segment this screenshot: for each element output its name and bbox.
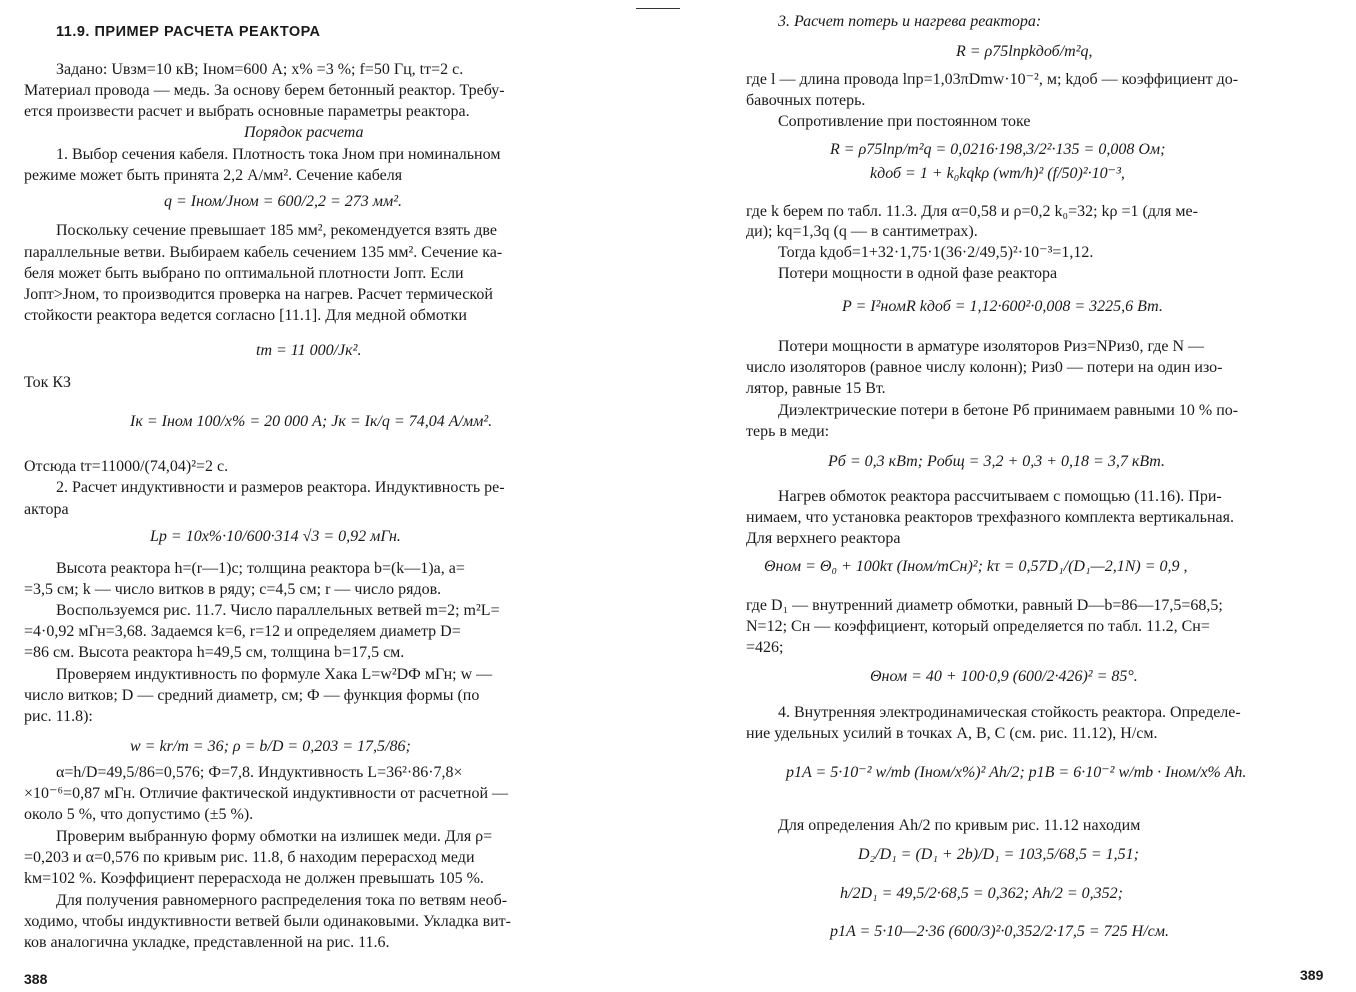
- text-line: Диэлектрические потери в бетоне Pб принимаем равными 10 % по-: [778, 402, 1239, 419]
- text-line: ние удельных усилий в точках A, B, C (см. рис. 11.12), Н/см.: [746, 725, 1158, 742]
- text-line: терь в меди:: [746, 423, 830, 440]
- text-line: Нагрев обмоток реактора рассчитываем с помощью (11.16). При-: [778, 488, 1222, 505]
- text-line: ется произвести расчет и выбрать основные параметры реактора.: [24, 103, 470, 120]
- section-heading: 11.9. ПРИМЕР РАСЧЕТА РЕАКТОРА: [56, 24, 321, 40]
- text-line: Поскольку сечение превышает 185 мм², рекомендуется взять две: [56, 222, 497, 239]
- text-line: ходимо, чтобы индуктивности ветвей были одинаковыми. Укладка вит-: [24, 913, 511, 930]
- formula: q = Iном/Jном = 600/2,2 = 273 мм².: [164, 193, 403, 210]
- text-line: 2. Расчет индуктивности и размеров реактора. Индуктивность ре-: [56, 479, 505, 496]
- subheading: 3. Расчет потерь и нагрева реактора:: [778, 13, 1042, 30]
- text-line: Потери мощности в арматуре изоляторов Pиз=NPиз0, где N —: [778, 338, 1205, 355]
- formula: p1A = 5·10—2·36 (600/3)²·0,352/2·17,5 = 725 Н/см.: [830, 923, 1169, 940]
- text-line: Высота реактора h=(r—1)c; толщина реактора b=(k—1)a, a=: [56, 560, 465, 577]
- formula: w = kr/m = 36; ρ = b/D = 0,203 = 17,5/86;: [130, 738, 411, 755]
- text-line: Jопт>Jном, то производится проверка на нагрев. Расчет термической: [24, 286, 493, 303]
- text-line: =86 см. Высота реактора h=49,5 см, толщина b=17,5 см.: [24, 644, 405, 661]
- text-line: нимаем, что установка реакторов трехфазного комплекта вертикальная.: [746, 509, 1234, 526]
- formula: kдоб = 1 + k₀kqkρ (wm/h)² (f/50)²·10⁻³,: [870, 165, 1125, 182]
- formula: tт = 11 000/Jк².: [256, 342, 362, 359]
- text-line: Проверим выбранную форму обмотки на излишек меди. Для ρ=: [56, 828, 493, 845]
- formula: Lр = 10x%·10/600·314 √3 = 0,92 мГн.: [150, 528, 401, 545]
- left-page: [0, 0, 660, 992]
- text-line: α=h/D=49,5/86=0,576; Ф=7,8. Индуктивность L=36²·86·7,8×: [56, 764, 463, 781]
- text-line: число витков; D — средний диаметр, см; Ф — функция формы (по: [24, 687, 480, 704]
- text-line: ди); kq=1,3q (q — в сантиметрах).: [746, 223, 978, 240]
- page-number: 388: [24, 971, 48, 987]
- text-line: 1. Выбор сечения кабеля. Плотность тока Jном при номинальном: [56, 146, 501, 163]
- text-line: бавочных потерь.: [746, 92, 866, 109]
- text-line: ×10⁻⁶=0,87 мГн. Отличие фактической индуктивности от расчетной —: [24, 785, 509, 802]
- formula: p1A = 5·10⁻² w/mb (Iном/x%)² Ah/2; p1B = 6·10⁻² w/mb · Iном/x% Ah.: [786, 764, 1247, 781]
- text-line: где l — длина провода lпр=1,03πDmw·10⁻², м; kдоб — коэффициент до-: [746, 71, 1239, 88]
- text-line: Ток КЗ: [24, 374, 72, 391]
- text-line: Отсюда tт=11000/(74,04)²=2 с.: [24, 458, 229, 475]
- text-line: Проверяем индуктивность по формуле Хака L=w²DФ мГн; w —: [56, 666, 493, 683]
- text-line: 4. Внутренняя электродинамическая стойкость реактора. Определе-: [778, 704, 1241, 721]
- text-line: параллельные ветви. Выбираем кабель сечением 135 мм². Сечение ка-: [24, 244, 503, 261]
- formula: h/2D₁ = 49,5/2·68,5 = 0,362; Ah/2 = 0,352;: [840, 885, 1123, 902]
- text-line: Для верхнего реактора: [746, 530, 901, 547]
- text-line: Тогда kдоб=1+32·1,75·1(36·2/49,5)²·10⁻³=1,12.: [778, 244, 1094, 261]
- right-page: [690, 0, 1356, 992]
- text-line: =0,203 и α=0,576 по кривым рис. 11.8, б находим перерасход меди: [24, 849, 475, 866]
- formula: Θном = Θ₀ + 100kτ (Iном/mCн)²; kτ = 0,57D₁/(D₁—2,1N) = 0,9 ,: [764, 558, 1188, 575]
- text-line: Для определения Ah/2 по кривым рис. 11.12 находим: [778, 817, 1141, 834]
- text-line: =4·0,92 мГн=3,68. Задаемся k=6, r=12 и определяем диаметр D=: [24, 623, 461, 640]
- formula: Θном = 40 + 100·0,9 (600/2·426)² = 85°.: [870, 668, 1138, 685]
- text-line: стойкости реактора ведется согласно [11.1]. Для медной обмотки: [24, 307, 467, 324]
- text-line: режиме может быть принята 2,2 А/мм². Сечение кабеля: [24, 167, 403, 184]
- formula: R = ρ75lпр/m²q = 0,0216·198,3/2²·135 = 0,008 Ом;: [830, 141, 1166, 158]
- formula: Pб = 0,3 кВт; Pобщ = 3,2 + 0,3 + 0,18 = 3,7 кВт.: [828, 453, 1166, 470]
- text-line: Сопротивление при постоянном токе: [778, 113, 1031, 130]
- page-number: 389: [1300, 967, 1324, 983]
- text-line: Для получения равномерного распределения тока по ветвям необ-: [56, 892, 508, 909]
- formula: R = ρ75lпрkдоб/m²q,: [956, 43, 1093, 60]
- text-line: где k берем по табл. 11.3. Для α=0,58 и ρ=0,2 k₀=32; kρ =1 (для ме-: [746, 203, 1198, 220]
- text-line: рис. 11.8):: [24, 708, 93, 725]
- text-line: =426;: [746, 639, 784, 656]
- subheading: Порядок расчета: [244, 124, 364, 141]
- text-line: N=12; Cн — коэффициент, который определяется по табл. 11.2, Cн=: [746, 618, 1210, 635]
- text-line: Задано: Uвзм=10 кВ; Iном=600 А; x% =3 %; f=50 Гц, tт=2 с.: [56, 61, 464, 78]
- text-line: Воспользуемся рис. 11.7. Число параллельных ветвей m=2; m²L=: [56, 602, 500, 619]
- text-line: =3,5 см; k — число витков в ряду; c=4,5 см; r — число рядов.: [24, 581, 442, 598]
- text-line: актора: [24, 501, 69, 518]
- text-line: где D₁ — внутренний диаметр обмотки, равный D—b=86—17,5=68,5;: [746, 597, 1223, 614]
- top-rule: [636, 8, 680, 9]
- text-line: kм=102 %. Коэффициент перерасхода не должен превышать 105 %.: [24, 870, 484, 887]
- text-line: беля может быть выбрано по оптимальной плотности Jопт. Если: [24, 265, 464, 282]
- text-line: ков аналогична укладке, представленной на рис. 11.6.: [24, 934, 390, 951]
- text-line: около 5 %, что допустимо (±5 %).: [24, 806, 254, 823]
- text-line: Потери мощности в одной фазе реактора: [778, 265, 1058, 282]
- text-line: Материал провода — медь. За основу берем бетонный реактор. Требу-: [24, 82, 505, 99]
- text-line: лятор, равные 15 Вт.: [746, 380, 886, 397]
- formula: D₂/D₁ = (D₁ + 2b)/D₁ = 103,5/68,5 = 1,51;: [858, 846, 1139, 863]
- formula: Iк = Iном 100/x% = 20 000 А; Jк = Iк/q = 74,04 А/мм².: [130, 413, 493, 430]
- text-line: число изоляторов (равное числу колонн); Pиз0 — потери на один изо-: [746, 359, 1223, 376]
- formula: P = I²номR kдоб = 1,12·600²·0,008 = 3225,6 Вт.: [842, 298, 1163, 315]
